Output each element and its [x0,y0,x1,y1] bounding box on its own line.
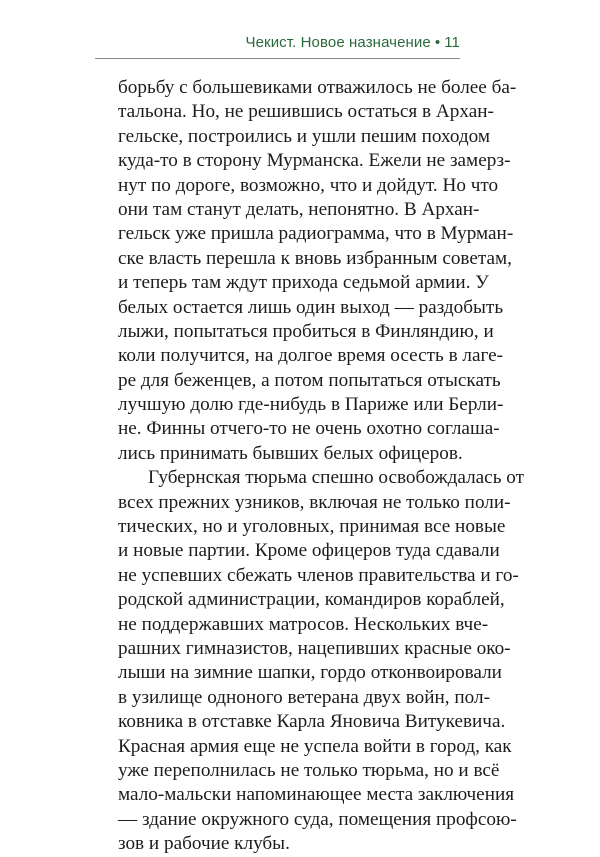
page-number: 11 [444,34,460,51]
text-line: лыжи, попытаться пробиться в Финляндию, и [118,320,494,342]
text-line: зов и рабочие клубы. [118,833,290,855]
text-line: тических, но и уголовных, принимая все новые [118,516,506,538]
text-line: гельск уже пришла радиограмма, что в Мурман- [118,223,514,245]
text-line: лучшую долю где-нибудь в Париже или Берли- [118,394,504,416]
header-title: Чекист. Новое назначение [245,34,431,51]
text-line: ковника в отставке Карла Яновича Витукевича. [118,711,506,733]
text-line: не успевших сбежать членов правительства и го- [118,564,519,586]
text-line: мало-мальски напоминающее места заключения [118,784,515,806]
text-line: не поддержавших матросов. Нескольких вче- [118,613,489,635]
text-line: белых остается лишь один выход — раздобыть [118,296,504,318]
text-line: и новые партии. Кроме офицеров туда сдавали [118,540,500,562]
text-line: куда-то в сторону Мурманска. Ежели не замерз- [118,150,511,172]
text-line: лись принимать бывших белых офицеров. [118,442,463,464]
running-header [246,34,461,51]
text-line: и теперь там ждут прихода седьмой армии. У [118,272,489,294]
text-line: уже переполнилась не только тюрьма, но и всё [118,759,500,781]
text-line: ске власть перешла к вновь избранным советам, [118,247,512,269]
text-line: тальона. Но, не решившись остаться в Архан- [118,101,494,123]
text-line: Губернская тюрьма спешно освобождалась от [148,467,524,489]
text-line: ре для беженцев, а потом попытаться отыскать [118,369,501,391]
text-line: борьбу с большевиками отважилось не более ба- [118,77,517,98]
header-separator: • [434,34,441,51]
text-line: родской администрации, командиров кораблей, [118,589,505,611]
text-line: нут по дороге, возможно, что и дойдут. Но что [118,174,499,196]
paragraph-2 [118,466,524,856]
text-line: Красная армия еще не успела войти в город, как [118,735,512,757]
text-line: не. Финны отчего-то не очень охотно соглаша- [118,418,500,440]
text-line: гельске, построились и ушли пешим походом [118,125,491,147]
text-line: лыши на зимние шапки, гордо отконвоировали [118,662,502,684]
text-line: всех прежних узников, включая не только поли- [118,491,511,513]
text-line: они там станут делать, непонятно. В Архан- [118,198,480,220]
text-line: — здание окружного суда, помещения профсою- [118,808,517,830]
text-line: рашних гимназистов, нацепивших красные око- [118,637,511,659]
text-line: коли получится, на долгое время осесть в лаге- [118,345,504,367]
text-line: в узилище одноного ветерана двух войн, пол- [118,686,490,708]
paragraph-1 [118,76,517,466]
body-text [118,76,524,857]
header-rule [95,58,460,59]
